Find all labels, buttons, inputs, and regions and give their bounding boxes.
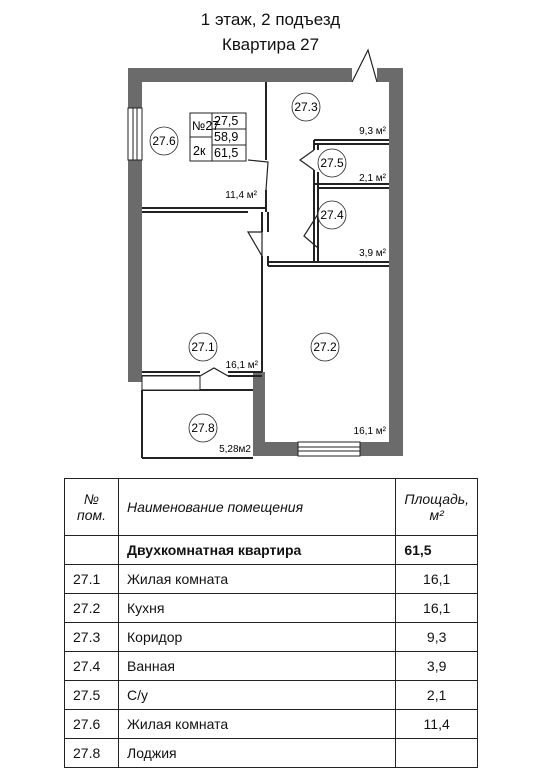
room-27-6-id: 27.6 [152,134,176,148]
info-area-3: 61,5 [214,146,239,160]
row-area: 11,4 [396,710,478,739]
row-number: 27.4 [65,652,119,681]
row-number: 27.1 [65,565,119,594]
row-name: Лоджия [119,739,396,768]
room-27-6-area: 11,4 м² [225,190,257,201]
apartment-title: Квартира 27 [221,35,320,54]
header-number: № пом. [65,479,119,536]
table-row [65,594,478,623]
room-27-4-area: 3,9 м² [359,248,386,259]
info-area-1: 27,5 [214,114,239,128]
room-areas [219,126,387,455]
room-27-8-area: 5,28м2 [219,444,251,455]
table-row [65,652,478,681]
row-name: Жилая комната [119,710,396,739]
row-name: Жилая комната [119,565,396,594]
info-area-2: 58,9 [214,130,239,144]
room-27-5-area: 2,1 м² [359,173,386,184]
row-name: Ванная [119,652,396,681]
room-27-8-id: 27.8 [191,421,215,435]
room-27-4-id: 27.4 [320,208,344,222]
row-name: С/у [119,681,396,710]
header-area: Площадь, м² [396,479,478,536]
inner-walls [142,82,389,458]
table-row [65,739,478,768]
row-name: Кухня [119,594,396,623]
row-area: 2,1 [396,681,478,710]
summary-area: 61,5 [396,536,478,565]
table-row [65,710,478,739]
row-name: Коридор [119,623,396,652]
row-area: 16,1 [396,594,478,623]
row-area: 9,3 [396,623,478,652]
row-area [396,739,478,768]
table-row [65,623,478,652]
summary-name: Двухкомнатная квартира [119,536,396,565]
info-number: №27 [192,119,220,133]
row-number: 27.3 [65,623,119,652]
row-number: 27.5 [65,681,119,710]
room-27-3-area: 9,3 м² [359,126,386,137]
floor-entrance-title: 1 этаж, 2 подъезд [200,10,341,29]
row-number: 27.8 [65,739,119,768]
rooms-table [64,478,478,768]
apartment-info-box [190,113,246,161]
table-summary-row [65,536,478,565]
table-row [65,565,478,594]
room-27-1-id: 27.1 [191,340,215,354]
room-27-1-area: 16,1 м² [225,360,258,371]
summary-number [65,536,119,565]
room-27-2-area: 16,1 м² [353,426,386,437]
row-area: 3,9 [396,652,478,681]
row-number: 27.6 [65,710,119,739]
row-area: 16,1 [396,565,478,594]
room-27-2-id: 27.2 [313,340,337,354]
row-number: 27.2 [65,594,119,623]
info-rooms: 2к [193,144,206,158]
room-27-3-id: 27.3 [294,100,318,114]
header-name: Наименование помещения [119,479,396,536]
room-27-5-id: 27.5 [320,156,344,170]
table-header-row [65,479,478,536]
table-row [65,681,478,710]
